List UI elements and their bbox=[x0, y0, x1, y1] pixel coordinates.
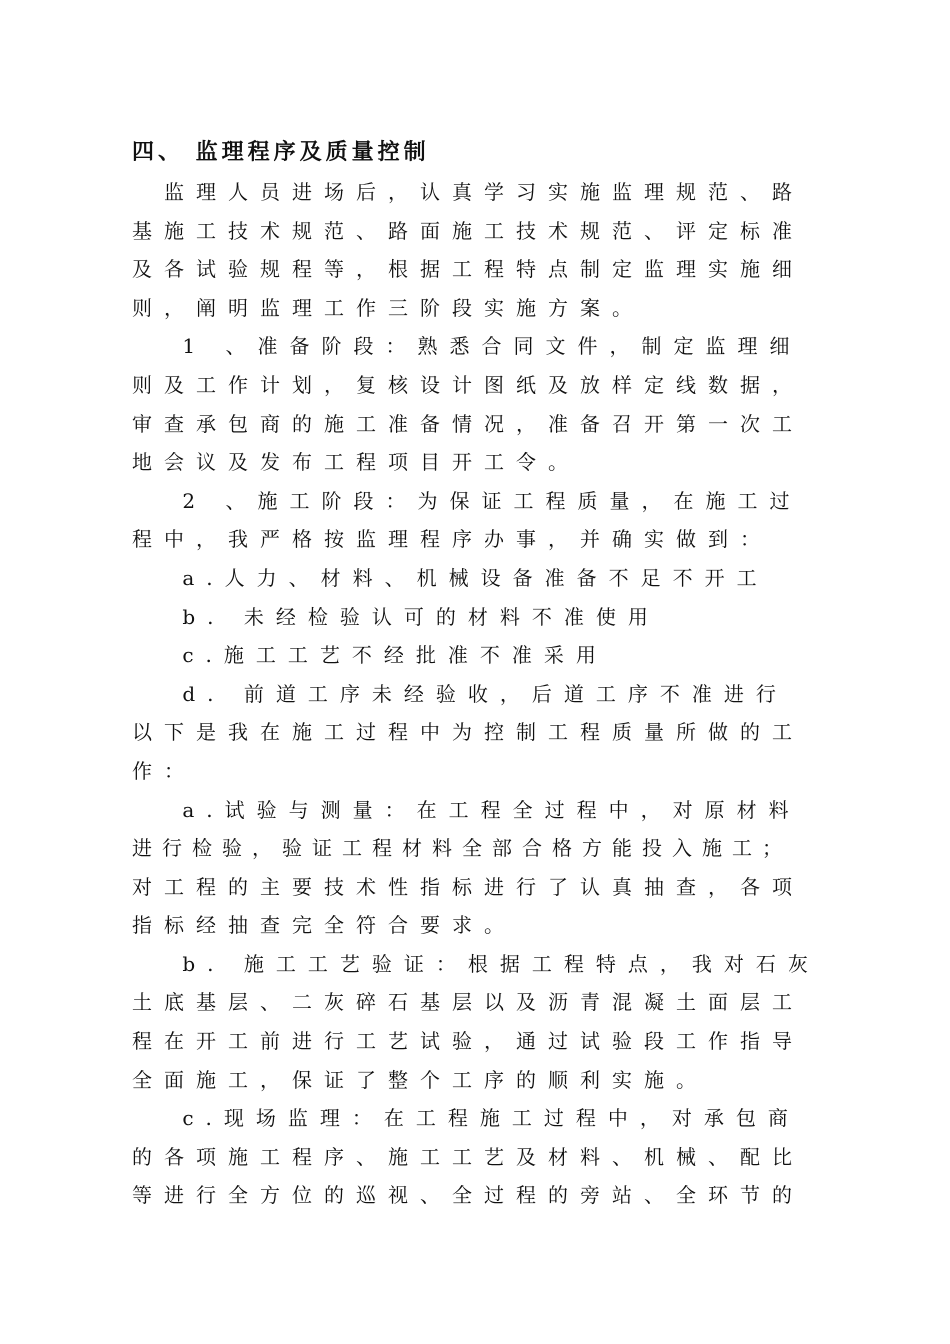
text-line: 2 、施工阶段：为保证工程质量，在施工过 bbox=[132, 488, 802, 513]
text-line: b. 未经检验认可的材料不准使用 bbox=[132, 604, 660, 629]
text-line: c.施工工艺不经批准不准采用 bbox=[132, 643, 608, 668]
document-body bbox=[132, 137, 832, 1215]
text-line: c.现场监理：在工程施工过程中，对承包商 bbox=[132, 1106, 800, 1131]
text-line: 则及工作计划，复核设计图纸及放样定线数据， bbox=[132, 372, 804, 397]
text-line: b. 施工工艺验证：根据工程特点，我对石灰 bbox=[132, 951, 820, 976]
text-line: 的各项施工程序、施工工艺及材料、机械、配比 bbox=[132, 1144, 804, 1169]
text-line: 土底基层、二灰碎石基层以及沥青混凝土面层工 bbox=[132, 990, 804, 1015]
text-line: 及各试验规程等，根据工程特点制定监理实施细 bbox=[132, 257, 804, 282]
text-line: a.试验与测量：在工程全过程中，对原材料 bbox=[132, 797, 801, 822]
text-line: 以下是我在施工过程中为控制工程质量所做的工 bbox=[132, 720, 804, 745]
text-line: 监理人员进场后，认真学习实施监理规范、路 bbox=[132, 180, 804, 204]
text-line: 程中，我严格按监理程序办事，并确实做到： bbox=[132, 527, 772, 552]
text-line: 等进行全方位的巡视、全过程的旁站、全环节的 bbox=[132, 1183, 804, 1208]
text-line: 1 、准备阶段：熟悉合同文件，制定监理细 bbox=[132, 334, 802, 359]
text-line: a.人力、材料、机械设备准备不足不开工 bbox=[132, 565, 769, 590]
text-line: 地会议及发布工程项目开工令。 bbox=[132, 450, 580, 475]
text-line: 则，阐明监理工作三阶段实施方案。 bbox=[132, 295, 644, 320]
text-line: d. 前道工序未经验收，后道工序不准进行 bbox=[132, 681, 788, 706]
text-line: 全面施工，保证了整个工序的顺利实施。 bbox=[132, 1067, 708, 1092]
text-line: 对工程的主要技术性指标进行了认真抽查，各项 bbox=[132, 874, 804, 899]
text-line: 审查承包商的施工准备情况，准备召开第一次工 bbox=[132, 411, 804, 436]
text-line: 进行检验，验证工程材料全部合格方能投入施工； bbox=[132, 836, 792, 861]
text-line: 指标经抽查完全符合要求。 bbox=[132, 913, 516, 938]
text-line: 基施工技术规范、路面施工技术规范、评定标准 bbox=[132, 218, 804, 243]
text-line: 作： bbox=[132, 758, 196, 783]
section-title: 四、 监理程序及质量控制 bbox=[132, 139, 430, 165]
text-line: 程在开工前进行工艺试验，通过试验段工作指导 bbox=[132, 1029, 804, 1054]
